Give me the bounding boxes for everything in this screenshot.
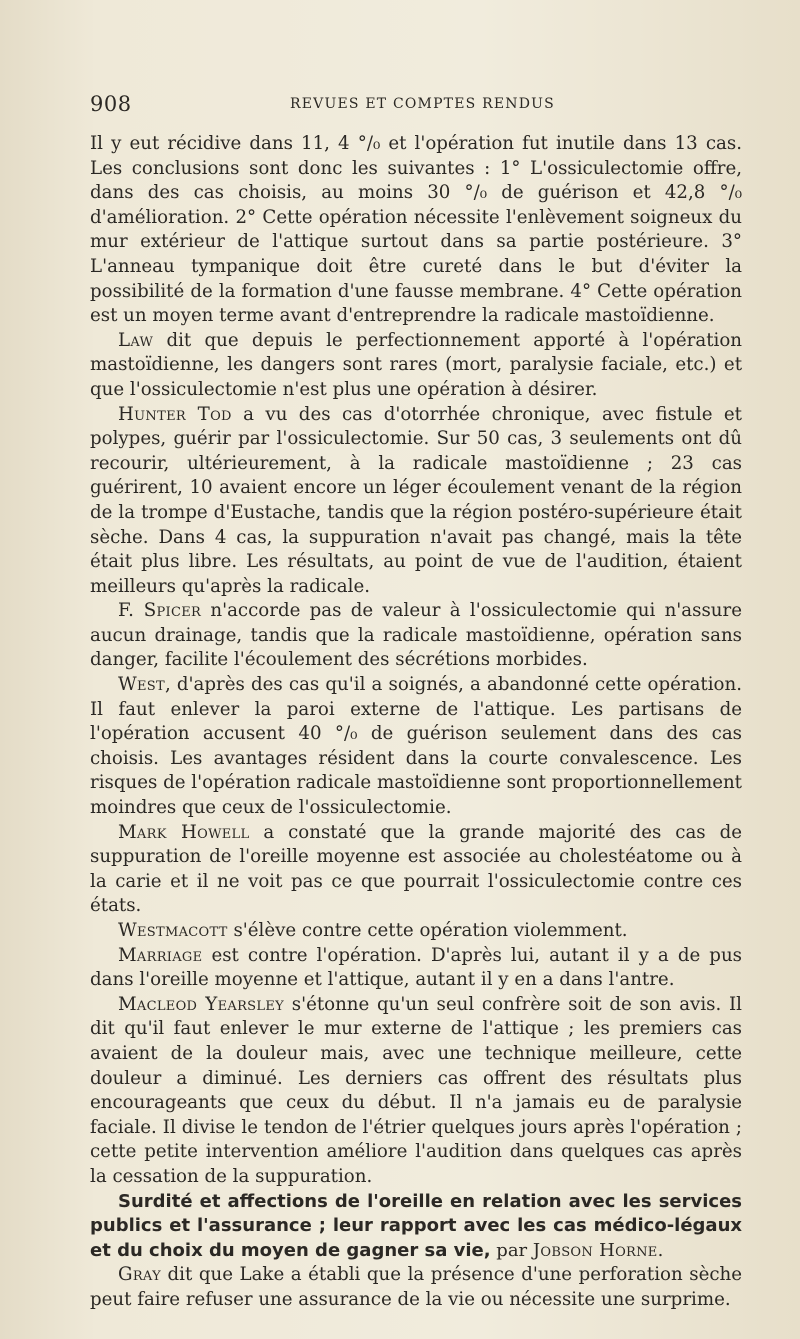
section-author: Jobson Horne	[532, 1239, 658, 1261]
author-name: Westmacott	[118, 920, 228, 941]
author-name: F. Spicer	[118, 600, 202, 622]
section-by: par	[490, 1239, 533, 1261]
paragraph	[90, 944, 742, 993]
page-number: 908	[90, 92, 132, 116]
author-name: Gray	[118, 1264, 161, 1286]
paragraph	[90, 673, 742, 821]
author-name: Mark Howell	[118, 821, 250, 843]
paragraph	[90, 1263, 742, 1312]
paragraph	[90, 993, 742, 1190]
author-name: West	[118, 674, 165, 696]
paragraph	[90, 599, 742, 673]
paragraph	[90, 919, 742, 944]
paragraph-text: s'élève contre cette opération violemment.	[227, 920, 628, 941]
author-name: Law	[118, 329, 154, 351]
paragraph	[90, 403, 742, 600]
author-name: Macleod Yearsley	[118, 993, 284, 1015]
paragraph	[90, 132, 742, 329]
paragraph	[90, 329, 742, 403]
paragraph	[90, 821, 742, 919]
paragraph-text: dit que Lake a établi que la présence d'une perforation sèche peut faire refuser une assurance de la vie ou nécessite une surprime.	[90, 1264, 742, 1310]
paragraph-text: , d'après des cas qu'il a soignés, a abandonné cette opération. Il faut enlever la paroi externe de l'attique. Les partisans de l'opération accusent 40 °/₀ de guérison seulement dans des cas choisis. Les avantages résident dans la courte convalescence. Les risques de l'opération radicale mastoïdienne sont proportionnellement moindres que ceux de l'ossiculectomie.	[90, 674, 742, 819]
section-heading	[90, 1190, 742, 1264]
paragraph-text: a constaté que la grande majorité des cas de suppuration de l'oreille moyenne est associée au cholestéatome ou à la carie et il ne voit pas ce que pourrait l'ossiculectomie contre ces états.	[90, 821, 742, 917]
page-header	[90, 92, 740, 122]
running-head: REVUES ET COMPTES RENDUS	[290, 96, 555, 112]
paragraph-text: Il y eut récidive dans 11, 4 °/₀ et l'opération fut inutile dans 13 cas. Les conclusions sont donc les suivantes : 1° L'ossiculectomie offre, dans des cas choisis, au moins 30 °/₀ de guérison et 42,8 °/₀ d'amélioration. 2° Cette opération nécessite l'enlèvement soigneux du mur extérieur de l'attique surtout dans sa partie postérieure. 3° L'anneau tympanique doit être cureté dans le but d'éviter la possibilité de la formation d'une fausse membrane. 4° Cette opération est un moyen terme avant d'entreprendre la radicale mastoïdienne.	[90, 133, 742, 327]
section-title: Surdité et affections de l'oreille en relation avec les services publics et l'assurance ; leur rapport avec les cas médico-légaux et du choix du moyen de gagner sa vie,	[90, 1190, 742, 1261]
paragraph-text: s'étonne qu'un seul confrère soit de son avis. Il dit qu'il faut enlever le mur externe de l'attique ; les premiers cas avaient de la douleur mais, avec une technique meilleure, cette douleur a diminué. Les derniers cas offrent des résultats plus encourageants que ceux du début. Il n'a jamais eu de paralysie faciale. Il divise le tendon de l'étrier quelques jours après l'opération ; cette petite intervention améliore l'audition dans quelques cas après la cessation de la suppuration.	[90, 993, 742, 1187]
page-body	[90, 132, 742, 1313]
author-name: Marriage	[118, 944, 203, 966]
paragraph-text: a vu des cas d'otorrhée chronique, avec fistule et polypes, guérir par l'ossiculectomie. Sur 50 cas, 3 seulements ont dû recourir, ultérieurement, à la radicale mastoïdienne ; 23 cas guérirent, 10 avaient encore un léger écoulement venant de la région de la trompe d'Eustache, tandis que la région postéro-supérieure était sèche. Dans 4 cas, la suppuration n'avait pas changé, mais la tête était plus libre. Les résultats, au point de vue de l'audition, étaient meilleurs qu'après la radicale.	[90, 403, 742, 597]
section-end: .	[657, 1239, 664, 1261]
paragraph-text: n'accorde pas de valeur à l'ossiculectomie qui n'assure aucun drainage, tandis que la radicale mastoïdienne, opération sans danger, facilite l'écoulement des sécrétions morbides.	[90, 600, 742, 671]
author-name: Hunter Tod	[118, 403, 232, 425]
paragraph-text: est contre l'opération. D'après lui, autant il y a de pus dans l'oreille moyenne et l'attique, autant il y en a dans l'antre.	[90, 944, 742, 991]
paragraph-text: dit que depuis le perfectionnement apporté à l'opération mastoïdienne, les dangers sont rares (mort, paralysie faciale, etc.) et que l'ossiculectomie n'est plus une opération à désirer.	[90, 329, 742, 400]
